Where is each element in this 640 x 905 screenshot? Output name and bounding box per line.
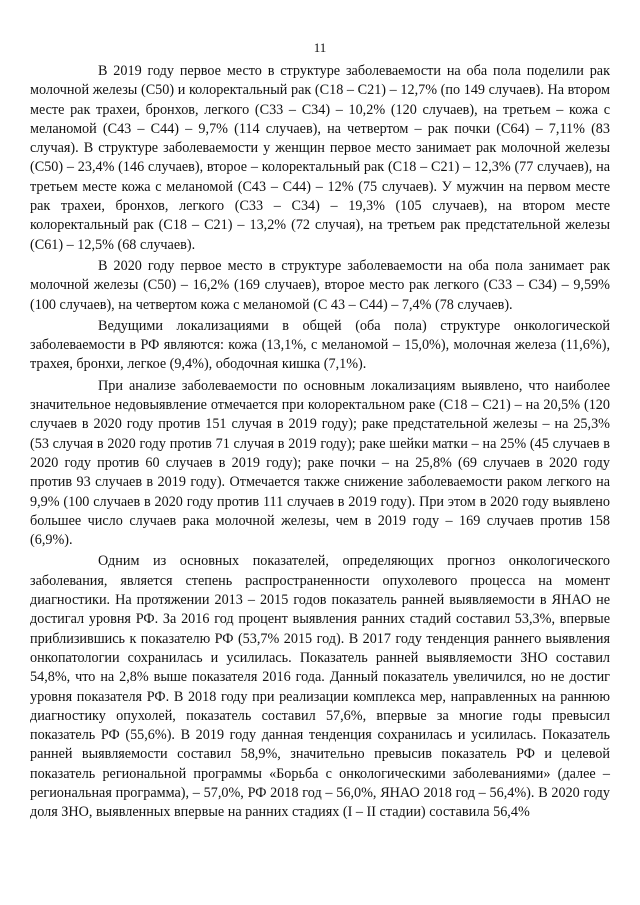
paragraph-rf-localizations: Ведущими локализациями в общей (оба пола) структуре онкологической заболеваемости в РФ являются: кожа (13,1%, с меланомой – 15,0%), молочная железа (11,6%), трахея, бронхи, легкое (9,4%), ободочная кишка (7,1%). bbox=[30, 317, 610, 373]
paragraph-2020-incidence: В 2020 году первое место в структуре заболеваемости на оба пола занимает рак молочной железы (С50) – 16,2% (169 случаев), второе место рак легкого (С33 – С34) – 9,59% (100 случаев), на четвертом кожа с меланомой (С 43 – С44) – 7,4% (78 случаев). bbox=[30, 257, 610, 313]
paragraph-early-detection: Одним из основных показателей, определяющих прогноз онкологического заболевания, является степень распространенности опухолевого процесса на момент диагностики. На протяжении 2013 – 2015 годов показатель ранней выявляемости в ЯНАО не достигал уровня РФ. За 2016 год процент выявления ранних стадий составил 53,3%, впервые приблизившись к показателю РФ (53,7% 2015 год). В 2017 году тенденция раннего выявления онкопатологии сохранилась и усилилась. Показатель ранней выявляемости ЗНО составил 54,8%, что на 2,8% выше показателя 2016 года. Данный показатель увеличился, но не достиг уровня показателя РФ. В 2018 году при реализации комплекса мер, направленных на раннюю диагностику опухолей, показатель составил 57,6%, впервые за многие годы превысил показатель РФ (55,6%). В 2019 году данная тенденция сохранилась и усилилась. Показатель ранней выявляемости составил 58,9%, значительно превысив показатель РФ и целевой показатель региональной программы «Борьба с онкологическими заболеваниями» (далее – региональная программа), – 57,0%, РФ 2018 год – 56,0%, ЯНАО 2018 год – 56,4%). В 2020 году доля ЗНО, выявленных впервые на ранних стадиях (I – II стадии) составила 56,4% bbox=[30, 553, 610, 821]
paragraph-underdetection: При анализе заболеваемости по основным локализациям выявлено, что наиболее значительное недовыявление отмечается при колоректальном раке (С18 – С21) – на 20,5% (120 случаев в 2020 году против 151 случая в 2019 году); раке предстательной железы – на 25,3% (53 случая в 2020 году против 71 случая в 2019 году); раке шейки матки – на 25% (45 случаев в 2020 году против 60 случаев в 2019 году); раке почки – на 25,8% (69 случаев в 2020 году против 93 случаев в 2019 году). Отмечается также снижение заболеваемости раком легкого на 9,9% (100 случаев в 2020 году против 111 случаев в 2019 году). При этом в 2020 году выявлено большее число случаев рака молочной железы, чем в 2019 году – 169 случаев против 158 (6,9%). bbox=[30, 377, 610, 549]
page-number: 11 bbox=[313, 40, 327, 55]
document-body bbox=[30, 62, 610, 823]
paragraph-2019-incidence: В 2019 году первое место в структуре заболеваемости на оба пола поделили рак молочной железы (С50) и колоректальный рак (С18 – С21) – 12,7% (по 149 случаев). На втором месте рак трахеи, бронхов, легкого (С33 – С34) – 10,2% (120 случаев), на третьем – кожа с меланомой (С43 – С44) – 9,7% (114 случаев), на четвертом – рак почки (С64) – 7,11% (83 случая). В структуре заболеваемости у женщин первое место занимает рак молочной железы (С50) – 23,4% (146 случаев), второе – колоректальный рак (С18 – С21) – 12,3% (77 случаев), на третьем месте кожа с меланомой (С43 – С44) – 12% (75 случаев). У мужчин на первом месте рак трахеи, бронхов, легкого (С33 – С34) – 19,3% (105 случаев), на втором месте колоректальный рак (С18 – С21) – 13,2% (72 случая), на третьем рак предстательной железы (С61) – 12,5% (68 случаев). bbox=[30, 63, 610, 253]
